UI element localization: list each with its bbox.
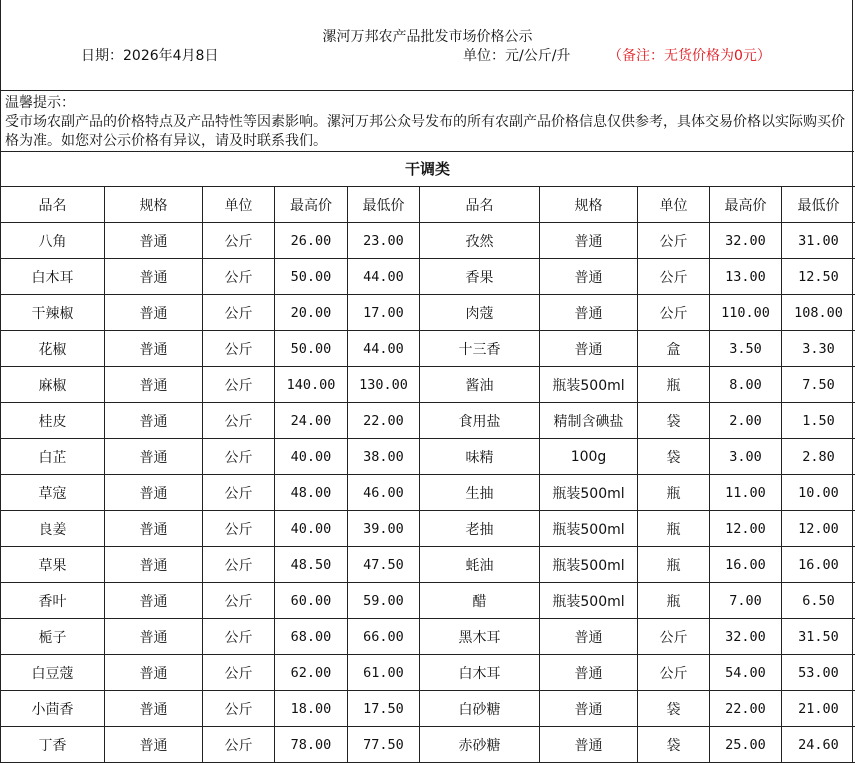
cell-unit: 袋 xyxy=(638,691,710,727)
cell-name: 麻椒 xyxy=(1,367,105,403)
table-row xyxy=(1,223,855,259)
cell-spec: 普通 xyxy=(105,511,203,547)
cell-unit: 公斤 xyxy=(203,403,275,439)
cell-name: 丁香 xyxy=(1,727,105,763)
table-row xyxy=(1,691,855,727)
cell-unit: 公斤 xyxy=(203,295,275,331)
cell-spec: 普通 xyxy=(540,619,638,655)
cell-name: 赤砂糖 xyxy=(420,727,540,763)
table-row xyxy=(1,547,855,583)
cell-max-price: 32.00 xyxy=(710,223,782,259)
cell-spec: 100g xyxy=(540,439,638,475)
column-header-max-price: 最高价 xyxy=(275,187,348,223)
column-header-unit: 单位 xyxy=(203,187,275,223)
cell-min-price: 7.50 xyxy=(782,367,855,403)
cell-max-price: 20.00 xyxy=(275,295,348,331)
cell-unit: 瓶 xyxy=(638,547,710,583)
cell-min-price: 44.00 xyxy=(348,259,420,295)
cell-unit: 瓶 xyxy=(638,367,710,403)
cell-unit: 公斤 xyxy=(203,259,275,295)
table-row xyxy=(1,727,855,763)
table-row xyxy=(1,619,855,655)
cell-spec: 普通 xyxy=(105,475,203,511)
cell-unit: 袋 xyxy=(638,439,710,475)
cell-max-price: 78.00 xyxy=(275,727,348,763)
cell-spec: 普通 xyxy=(105,367,203,403)
cell-min-price: 17.50 xyxy=(348,691,420,727)
table-row xyxy=(1,475,855,511)
cell-max-price: 2.00 xyxy=(710,403,782,439)
cell-spec: 普通 xyxy=(540,223,638,259)
cell-name: 白木耳 xyxy=(1,259,105,295)
cell-name: 香叶 xyxy=(1,583,105,619)
cell-name: 酱油 xyxy=(420,367,540,403)
cell-min-price: 10.00 xyxy=(782,475,855,511)
cell-name: 十三香 xyxy=(420,331,540,367)
cell-max-price: 40.00 xyxy=(275,439,348,475)
cell-spec: 普通 xyxy=(540,727,638,763)
cell-min-price: 39.00 xyxy=(348,511,420,547)
cell-unit: 公斤 xyxy=(203,691,275,727)
cell-max-price: 62.00 xyxy=(275,655,348,691)
column-header-max-price: 最高价 xyxy=(710,187,782,223)
cell-unit: 公斤 xyxy=(203,223,275,259)
cell-min-price: 3.30 xyxy=(782,331,855,367)
cell-max-price: 18.00 xyxy=(275,691,348,727)
cell-name: 草寇 xyxy=(1,475,105,511)
cell-name: 良姜 xyxy=(1,511,105,547)
cell-unit: 瓶 xyxy=(638,583,710,619)
cell-spec: 普通 xyxy=(540,691,638,727)
price-note: （备注：无货价格为0元） xyxy=(608,48,771,64)
cell-min-price: 59.00 xyxy=(348,583,420,619)
cell-unit: 公斤 xyxy=(638,223,710,259)
cell-name: 白芷 xyxy=(1,439,105,475)
table-row xyxy=(1,655,855,691)
cell-min-price: 66.00 xyxy=(348,619,420,655)
cell-unit: 瓶 xyxy=(638,475,710,511)
cell-max-price: 50.00 xyxy=(275,331,348,367)
cell-name: 干辣椒 xyxy=(1,295,105,331)
cell-spec: 普通 xyxy=(105,295,203,331)
cell-min-price: 2.80 xyxy=(782,439,855,475)
cell-name: 香果 xyxy=(420,259,540,295)
cell-spec: 普通 xyxy=(540,331,638,367)
cell-min-price: 12.50 xyxy=(782,259,855,295)
cell-min-price: 130.00 xyxy=(348,367,420,403)
cell-spec: 普通 xyxy=(540,295,638,331)
cell-spec: 普通 xyxy=(105,691,203,727)
cell-unit: 公斤 xyxy=(638,295,710,331)
column-header-name: 品名 xyxy=(420,187,540,223)
cell-max-price: 48.50 xyxy=(275,547,348,583)
cell-name: 味精 xyxy=(420,439,540,475)
cell-min-price: 21.00 xyxy=(782,691,855,727)
notice-box xyxy=(1,90,854,152)
cell-min-price: 61.00 xyxy=(348,655,420,691)
cell-max-price: 32.00 xyxy=(710,619,782,655)
cell-min-price: 53.00 xyxy=(782,655,855,691)
cell-spec: 普通 xyxy=(105,331,203,367)
cell-min-price: 16.00 xyxy=(782,547,855,583)
page-title: 漯河万邦农产品批发市场价格公示 xyxy=(322,29,533,45)
cell-name: 肉蔻 xyxy=(420,295,540,331)
cell-spec: 普通 xyxy=(105,403,203,439)
column-header-min-price: 最低价 xyxy=(348,187,420,223)
cell-max-price: 40.00 xyxy=(275,511,348,547)
cell-max-price: 12.00 xyxy=(710,511,782,547)
table-row xyxy=(1,295,855,331)
table-header-row xyxy=(1,187,855,223)
cell-max-price: 16.00 xyxy=(710,547,782,583)
cell-unit: 公斤 xyxy=(638,259,710,295)
cell-max-price: 68.00 xyxy=(275,619,348,655)
cell-min-price: 77.50 xyxy=(348,727,420,763)
cell-max-price: 13.00 xyxy=(710,259,782,295)
cell-min-price: 22.00 xyxy=(348,403,420,439)
table-row xyxy=(1,403,855,439)
cell-max-price: 26.00 xyxy=(275,223,348,259)
cell-spec: 瓶装500ml xyxy=(540,583,638,619)
cell-max-price: 3.00 xyxy=(710,439,782,475)
cell-spec: 普通 xyxy=(105,223,203,259)
cell-spec: 普通 xyxy=(105,547,203,583)
cell-name: 老抽 xyxy=(420,511,540,547)
cell-unit: 公斤 xyxy=(203,547,275,583)
cell-unit: 公斤 xyxy=(203,511,275,547)
cell-unit: 公斤 xyxy=(203,583,275,619)
cell-name: 蚝油 xyxy=(420,547,540,583)
cell-min-price: 23.00 xyxy=(348,223,420,259)
table-row xyxy=(1,331,855,367)
cell-name: 桂皮 xyxy=(1,403,105,439)
cell-min-price: 24.60 xyxy=(782,727,855,763)
cell-spec: 瓶装500ml xyxy=(540,511,638,547)
cell-unit: 瓶 xyxy=(638,511,710,547)
cell-unit: 公斤 xyxy=(203,619,275,655)
cell-max-price: 48.00 xyxy=(275,475,348,511)
column-header-spec: 规格 xyxy=(105,187,203,223)
cell-min-price: 6.50 xyxy=(782,583,855,619)
cell-unit: 公斤 xyxy=(203,439,275,475)
cell-spec: 普通 xyxy=(105,655,203,691)
cell-spec: 普通 xyxy=(105,259,203,295)
column-header-unit: 单位 xyxy=(638,187,710,223)
price-table xyxy=(0,186,855,763)
section-title: 干调类 xyxy=(1,152,854,187)
date-label: 日期：2026年4月8日 xyxy=(81,48,219,64)
cell-max-price: 140.00 xyxy=(275,367,348,403)
cell-max-price: 25.00 xyxy=(710,727,782,763)
cell-name: 草果 xyxy=(1,547,105,583)
column-header-name: 品名 xyxy=(1,187,105,223)
cell-spec: 瓶装500ml xyxy=(540,547,638,583)
cell-max-price: 7.00 xyxy=(710,583,782,619)
cell-name: 花椒 xyxy=(1,331,105,367)
cell-unit: 公斤 xyxy=(203,331,275,367)
column-header-min-price: 最低价 xyxy=(782,187,855,223)
cell-max-price: 50.00 xyxy=(275,259,348,295)
cell-unit: 公斤 xyxy=(203,475,275,511)
cell-spec: 普通 xyxy=(105,439,203,475)
cell-name: 生抽 xyxy=(420,475,540,511)
notice-heading: 温馨提示： xyxy=(5,95,75,111)
cell-max-price: 54.00 xyxy=(710,655,782,691)
cell-spec: 普通 xyxy=(105,583,203,619)
table-row xyxy=(1,439,855,475)
table-row xyxy=(1,367,855,403)
cell-max-price: 22.00 xyxy=(710,691,782,727)
table-row xyxy=(1,583,855,619)
cell-name: 白木耳 xyxy=(420,655,540,691)
cell-name: 孜然 xyxy=(420,223,540,259)
cell-name: 醋 xyxy=(420,583,540,619)
cell-min-price: 31.00 xyxy=(782,223,855,259)
cell-min-price: 31.50 xyxy=(782,619,855,655)
cell-name: 小茴香 xyxy=(1,691,105,727)
cell-unit: 公斤 xyxy=(203,655,275,691)
table-row xyxy=(1,511,855,547)
cell-spec: 普通 xyxy=(540,259,638,295)
cell-max-price: 110.00 xyxy=(710,295,782,331)
cell-min-price: 47.50 xyxy=(348,547,420,583)
cell-unit: 公斤 xyxy=(203,367,275,403)
cell-unit: 公斤 xyxy=(203,727,275,763)
cell-max-price: 11.00 xyxy=(710,475,782,511)
cell-spec: 普通 xyxy=(105,619,203,655)
cell-spec: 精制含碘盐 xyxy=(540,403,638,439)
column-header-spec: 规格 xyxy=(540,187,638,223)
cell-unit: 公斤 xyxy=(638,619,710,655)
cell-name: 食用盐 xyxy=(420,403,540,439)
cell-min-price: 108.00 xyxy=(782,295,855,331)
cell-min-price: 17.00 xyxy=(348,295,420,331)
notice-text: 受市场农副产品的价格特点及产品特性等因素影响。漯河万邦公众号发布的所有农副产品价格信息仅供参考，具体交易价格以实际购买价格为准。如您对公示价格有异议，请及时联系我们。 xyxy=(5,114,845,149)
cell-name: 黑木耳 xyxy=(420,619,540,655)
cell-min-price: 12.00 xyxy=(782,511,855,547)
cell-spec: 瓶装500ml xyxy=(540,475,638,511)
cell-name: 白砂糖 xyxy=(420,691,540,727)
cell-spec: 普通 xyxy=(105,727,203,763)
cell-min-price: 38.00 xyxy=(348,439,420,475)
cell-spec: 普通 xyxy=(540,655,638,691)
cell-max-price: 3.50 xyxy=(710,331,782,367)
cell-unit: 袋 xyxy=(638,727,710,763)
cell-min-price: 1.50 xyxy=(782,403,855,439)
cell-max-price: 60.00 xyxy=(275,583,348,619)
cell-unit: 公斤 xyxy=(638,655,710,691)
table-row xyxy=(1,259,855,295)
cell-min-price: 46.00 xyxy=(348,475,420,511)
unit-label: 单位：元/公斤/升 xyxy=(463,48,571,64)
cell-unit: 盒 xyxy=(638,331,710,367)
cell-spec: 瓶装500ml xyxy=(540,367,638,403)
cell-name: 八角 xyxy=(1,223,105,259)
cell-max-price: 8.00 xyxy=(710,367,782,403)
cell-unit: 袋 xyxy=(638,403,710,439)
cell-name: 栀子 xyxy=(1,619,105,655)
cell-min-price: 44.00 xyxy=(348,331,420,367)
sheet-header xyxy=(1,0,854,90)
cell-max-price: 24.00 xyxy=(275,403,348,439)
cell-name: 白豆蔻 xyxy=(1,655,105,691)
